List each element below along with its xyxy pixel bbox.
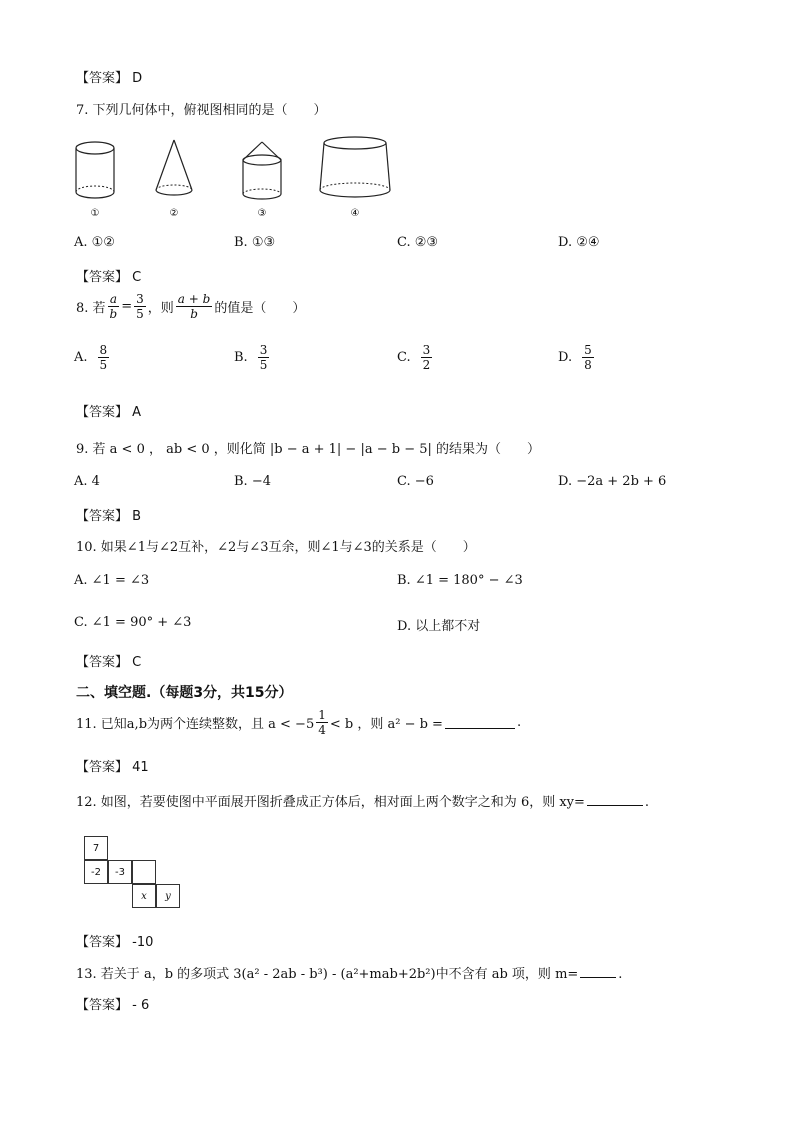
answer-value: B — [132, 509, 142, 524]
answer-tag: 【答案】 — [76, 405, 129, 420]
fraction-3-over-5: $\frac{3}{5}$ — [136, 292, 144, 321]
q12-text: 12. 如图，若要使图中平面展开图折叠成正方体后，相对面上两个数字之和为 6，则 xy= — [76, 795, 585, 810]
q7-option-b[interactable]: B. ①③ — [234, 235, 276, 250]
answer-tag: 【答案】 — [76, 71, 129, 86]
q8-prefix: 8. 若 — [76, 301, 106, 316]
answer-line-q10 — [76, 651, 141, 670]
answer-line-q11 — [76, 756, 149, 775]
q8-option-c[interactable]: C. $\frac{3}{2}$ — [397, 343, 431, 372]
q10-option-b[interactable]: B. ∠1 = 180° − ∠3 — [397, 573, 523, 588]
answer-value: -10 — [132, 935, 154, 950]
answer-blank[interactable] — [445, 716, 515, 729]
q10-option-d[interactable]: D. 以上都不对 — [397, 619, 481, 634]
q9-option-d[interactable]: D. −2a + 2b + 6 — [558, 474, 667, 489]
cone-figure — [156, 140, 192, 195]
answer-tag: 【答案】 — [76, 270, 129, 285]
answer-value: - 6 — [132, 998, 150, 1013]
answer-tag: 【答案】 — [76, 760, 129, 775]
cylinder-figure — [76, 142, 114, 198]
q11-suffix: . — [516, 715, 522, 730]
q8-suffix: 的值是（ ） — [214, 301, 306, 316]
q13-text: 13. 若关于 a，b 的多项式 3(a² - 2ab - b³) - (a²+mab+2b²)中不含有 ab 项，则 m= — [76, 967, 579, 982]
q7-option-d[interactable]: D. ②④ — [558, 235, 600, 250]
answer-line-q9 — [76, 505, 141, 524]
fraction-a-plus-b-over-b: $\frac{a + b}{b}$ — [177, 292, 211, 321]
figure-label-1: ① — [90, 208, 100, 219]
question-7-stem: 7. 下列几何体中，俯视图相同的是（ ） — [76, 103, 327, 118]
answer-value: C — [132, 655, 142, 670]
answer-tag: 【答案】 — [76, 998, 129, 1013]
net-cell-7: 7 — [84, 836, 108, 860]
q11-prefix: 11. 已知a,b为两个连续整数，且 a < −5 — [76, 717, 315, 732]
q10-option-c[interactable]: C. ∠1 = 90° + ∠3 — [74, 615, 192, 630]
q10-option-a[interactable]: A. ∠1 = ∠3 — [74, 573, 150, 588]
mixed-fraction-part: $\frac{1}{4}$ — [318, 708, 326, 737]
q11-mid: < b ，则 a² − b = — [329, 717, 443, 732]
question-12-stem — [76, 791, 649, 810]
figure-label-3: ③ — [257, 208, 267, 219]
q7-option-c[interactable]: C. ②③ — [397, 235, 439, 250]
q12-suffix: . — [644, 795, 650, 810]
q8-equals: = — [121, 299, 133, 314]
net-cell-empty — [132, 860, 156, 884]
q13-suffix: . — [618, 967, 623, 982]
fraction-a-over-b: $\frac{a}{b}$ — [109, 292, 118, 321]
q8-option-d[interactable]: D. $\frac{5}{8}$ — [558, 343, 592, 372]
answer-tag: 【答案】 — [76, 935, 129, 950]
question-10-stem: 10. 如果∠1与∠2互补，∠2与∠3互余，则∠1与∠3的关系是（ ） — [76, 540, 476, 555]
q8-mid: ，则 — [147, 301, 174, 316]
answer-value: 41 — [132, 760, 149, 775]
net-cell-minus-3: -3 — [108, 860, 132, 884]
answer-line-q13 — [76, 994, 149, 1013]
cube-net-figure — [84, 836, 184, 912]
answer-tag: 【答案】 — [76, 655, 129, 670]
answer-tag: 【答案】 — [76, 509, 129, 524]
net-cell-minus-2: -2 — [84, 860, 108, 884]
answer-value: C — [132, 270, 142, 285]
frustum-figure — [320, 137, 390, 197]
net-cell-y: y — [156, 884, 180, 908]
question-13-stem — [76, 963, 622, 982]
q9-option-b[interactable]: B. −4 — [234, 474, 271, 489]
answer-line-q7 — [76, 266, 141, 285]
answer-value: A — [132, 405, 142, 420]
answer-line-q8 — [76, 401, 141, 420]
answer-blank[interactable] — [587, 793, 643, 806]
figure-label-4: ④ — [350, 208, 360, 219]
q9-option-a[interactable]: A. 4 — [74, 474, 100, 489]
answer-line-q12 — [76, 931, 153, 950]
q7-option-a[interactable]: A. ①② — [74, 235, 115, 250]
answer-blank[interactable] — [580, 965, 616, 978]
q7-solids-figure — [70, 132, 400, 222]
question-11-stem — [76, 708, 521, 737]
answer-value: D — [132, 71, 143, 86]
q8-option-b[interactable]: B. $\frac{3}{5}$ — [234, 343, 268, 372]
answer-line-q6 — [76, 67, 142, 86]
question-8-stem — [76, 292, 305, 321]
q8-option-a[interactable]: A. $\frac{8}{5}$ — [74, 343, 108, 372]
figure-label-2: ② — [169, 208, 179, 219]
q9-option-c[interactable]: C. −6 — [397, 474, 434, 489]
section-2-heading: 二、填空题.（每题3分，共15分） — [76, 685, 293, 701]
question-9-stem: 9. 若 a < 0 ， ab < 0 ，则化简 |b − a + 1| − |a − b − 5| 的结果为（ ） — [76, 442, 541, 457]
net-cell-x: x — [132, 884, 156, 908]
cone-on-cylinder-figure — [243, 142, 281, 199]
